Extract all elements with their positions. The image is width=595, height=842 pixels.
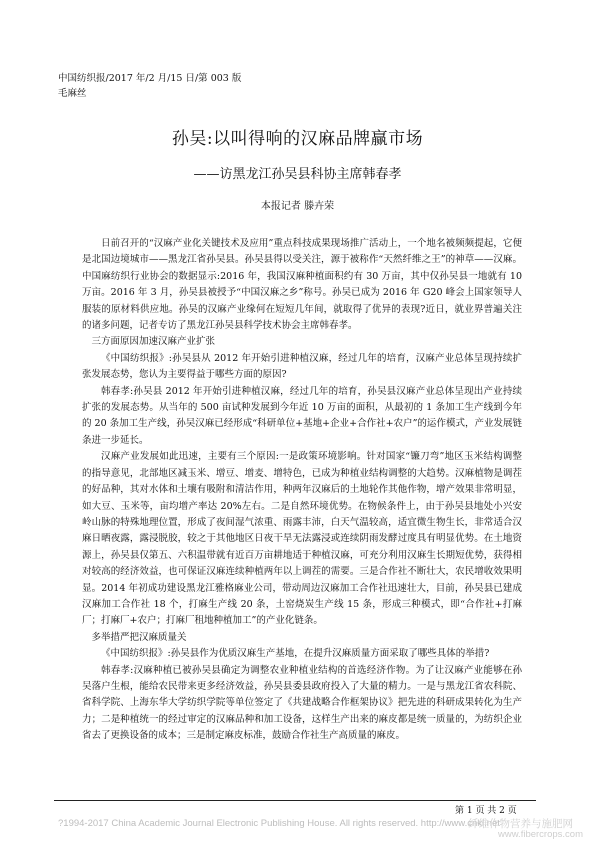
section-heading: 三方面原因加速汉麻产业扩张 [91,336,216,348]
page-indicator: 第 1 页 共 2 页 [455,806,517,816]
copyright-notice: ?1994-2017 China Academic Journal Electronic Publishing House. All rights reserved. http://www.cnki.net [58,818,500,829]
paragraph: 日前召开的“汉麻产业化关键技术及应用”重点科技成果现场推广活动上，一个地名被频频提起，它便是北国边境城市——黑龙江省孙吴县。孙吴县得以受关注，源于被称作“天然纤维之王”的神草——汉麻。中国麻纺织行业协会的数据显示:2016 年，我国汉麻种植面积约有 30 万亩，其中仅孙吴县一地就有 10 万亩。2016 年 3 月，孙吴县被授予“中国汉麻之乡”称号。孙吴已成为 2016 年 G20 峰会上国家领导人服装的原材料供应地。孙吴的汉麻产业缘何在短短几年间，就取得了优异的表现?近日，就业界普遍关注的诸多问题，记者专访了黑龙江孙吴县科学技术协会主席韩春孝。 [82,238,522,332]
watermark-site-name: 纤维作物营养与施肥网 [468,818,573,830]
watermark-site-url: www.fibercrops.com [498,829,583,840]
paragraph: 韩春孝:孙吴县 2012 年开始引进种植汉麻，经过几年的培育，孙吴县汉麻产业总体呈现出产业持续扩张的发展态势。从当年的 500 亩试种发展到今年近 10 万亩的面积，从最初的 1 条加工生产线到今年的 20 条加工生产线，孙吴汉麻已经形成“科研单位+基地+企业+合作社+农户”的运作模式，产业发展链条进一步延长。 [82,385,522,446]
footer-divider [54,800,536,801]
article-byline: 本报记者 滕卉荣 [260,201,335,212]
publication-source: 中国纺织报/2017 年/2 月/15 日/第 003 版 [58,73,242,84]
section-heading: 多举措严把汉麻质量关 [91,631,187,643]
article-body [82,236,522,745]
paragraph: 韩春孝:汉麻种植已被孙吴县确定为调整农业种植业结构的首选经济作物。为了让汉麻产业能够在孙吴落户生根，能给农民带来更多经济效益，孙吴县委县政府投入了大量的精力。一是与黑龙江省农科院、省科学院、上海东华大学纺织学院等单位签定了《共建战略合作框架协议》把先进的科研成果转化为生产力；二是种植统一的经过审定的汉麻品种和加工设备，这样生产出来的麻皮都是统一质量的，为纺织企业省去了更换设备的成本；三是制定麻皮标准，鼓励合作社生产高质量的麻皮。 [82,664,522,742]
section-category: 毛麻丝 [58,88,87,99]
article-title: 孙吴:以叫得响的汉麻品牌赢市场 [171,129,424,149]
paragraph: 《中国纺织报》:孙吴县作为优质汉麻生产基地，在提升汉麻质量方面采取了哪些具体的举措? [101,648,490,660]
article-subtitle: ——访黑龙江孙吴县科协主席韩春孝 [193,167,402,182]
paragraph: 《中国纺织报》:孙吴县从 2012 年开始引进种植汉麻，经过几年的培育，汉麻产业总体呈现持续扩张发展态势，您认为主要得益于哪些方面的原因? [82,352,522,381]
paragraph: 汉麻产业发展如此迅速，主要有三个原因:一是政策环境影响。针对国家“镰刀弯”地区玉米结构调整的指导意见，北部地区减玉米、增豆、增麦、增特色，已成为种植业结构调整的大趋势。汉麻植物是调茬的好品种，其对水体和土壤有吸附和清洁作用，种两年汉麻后的土地轮作其他作物，增产效果非常明显，如大豆、玉米等，亩均增产率达 20%左右。二是自然环境优势。在物候条件上，由于孙吴县地处小兴安岭山脉的特殊地理位置，形成了夜间湿气浓重、雨露丰沛，白天气温较高，适宜微生物生长，非常适合汉麻日晒夜露，露浸脱胶，较之于其他地区日夜干旱无法露浸或连续阴雨发酵过度具有明显优势。在土地资源上，孙吴县仅第五、六积温带就有近百万亩耕地适于种植汉麻，可充分利用汉麻生长期短优势，获得相对较高的经济效益，也可保证汉麻连续种植两年以上调茬的需要。三是合作社不断壮大，农民增收效果明显。2014 年初成功建设黑龙江雅格麻业公司，带动周边汉麻加工合作社迅速壮大，目前，孙吴县已建成汉麻加工合作社 18 个，打麻生产线 20 条，土窑烧炭生产线 15 条，形成三种模式，即“合作社+打麻厂；打麻厂+农户；打麻厂租地种植加工”的产业化链条。 [82,451,522,627]
